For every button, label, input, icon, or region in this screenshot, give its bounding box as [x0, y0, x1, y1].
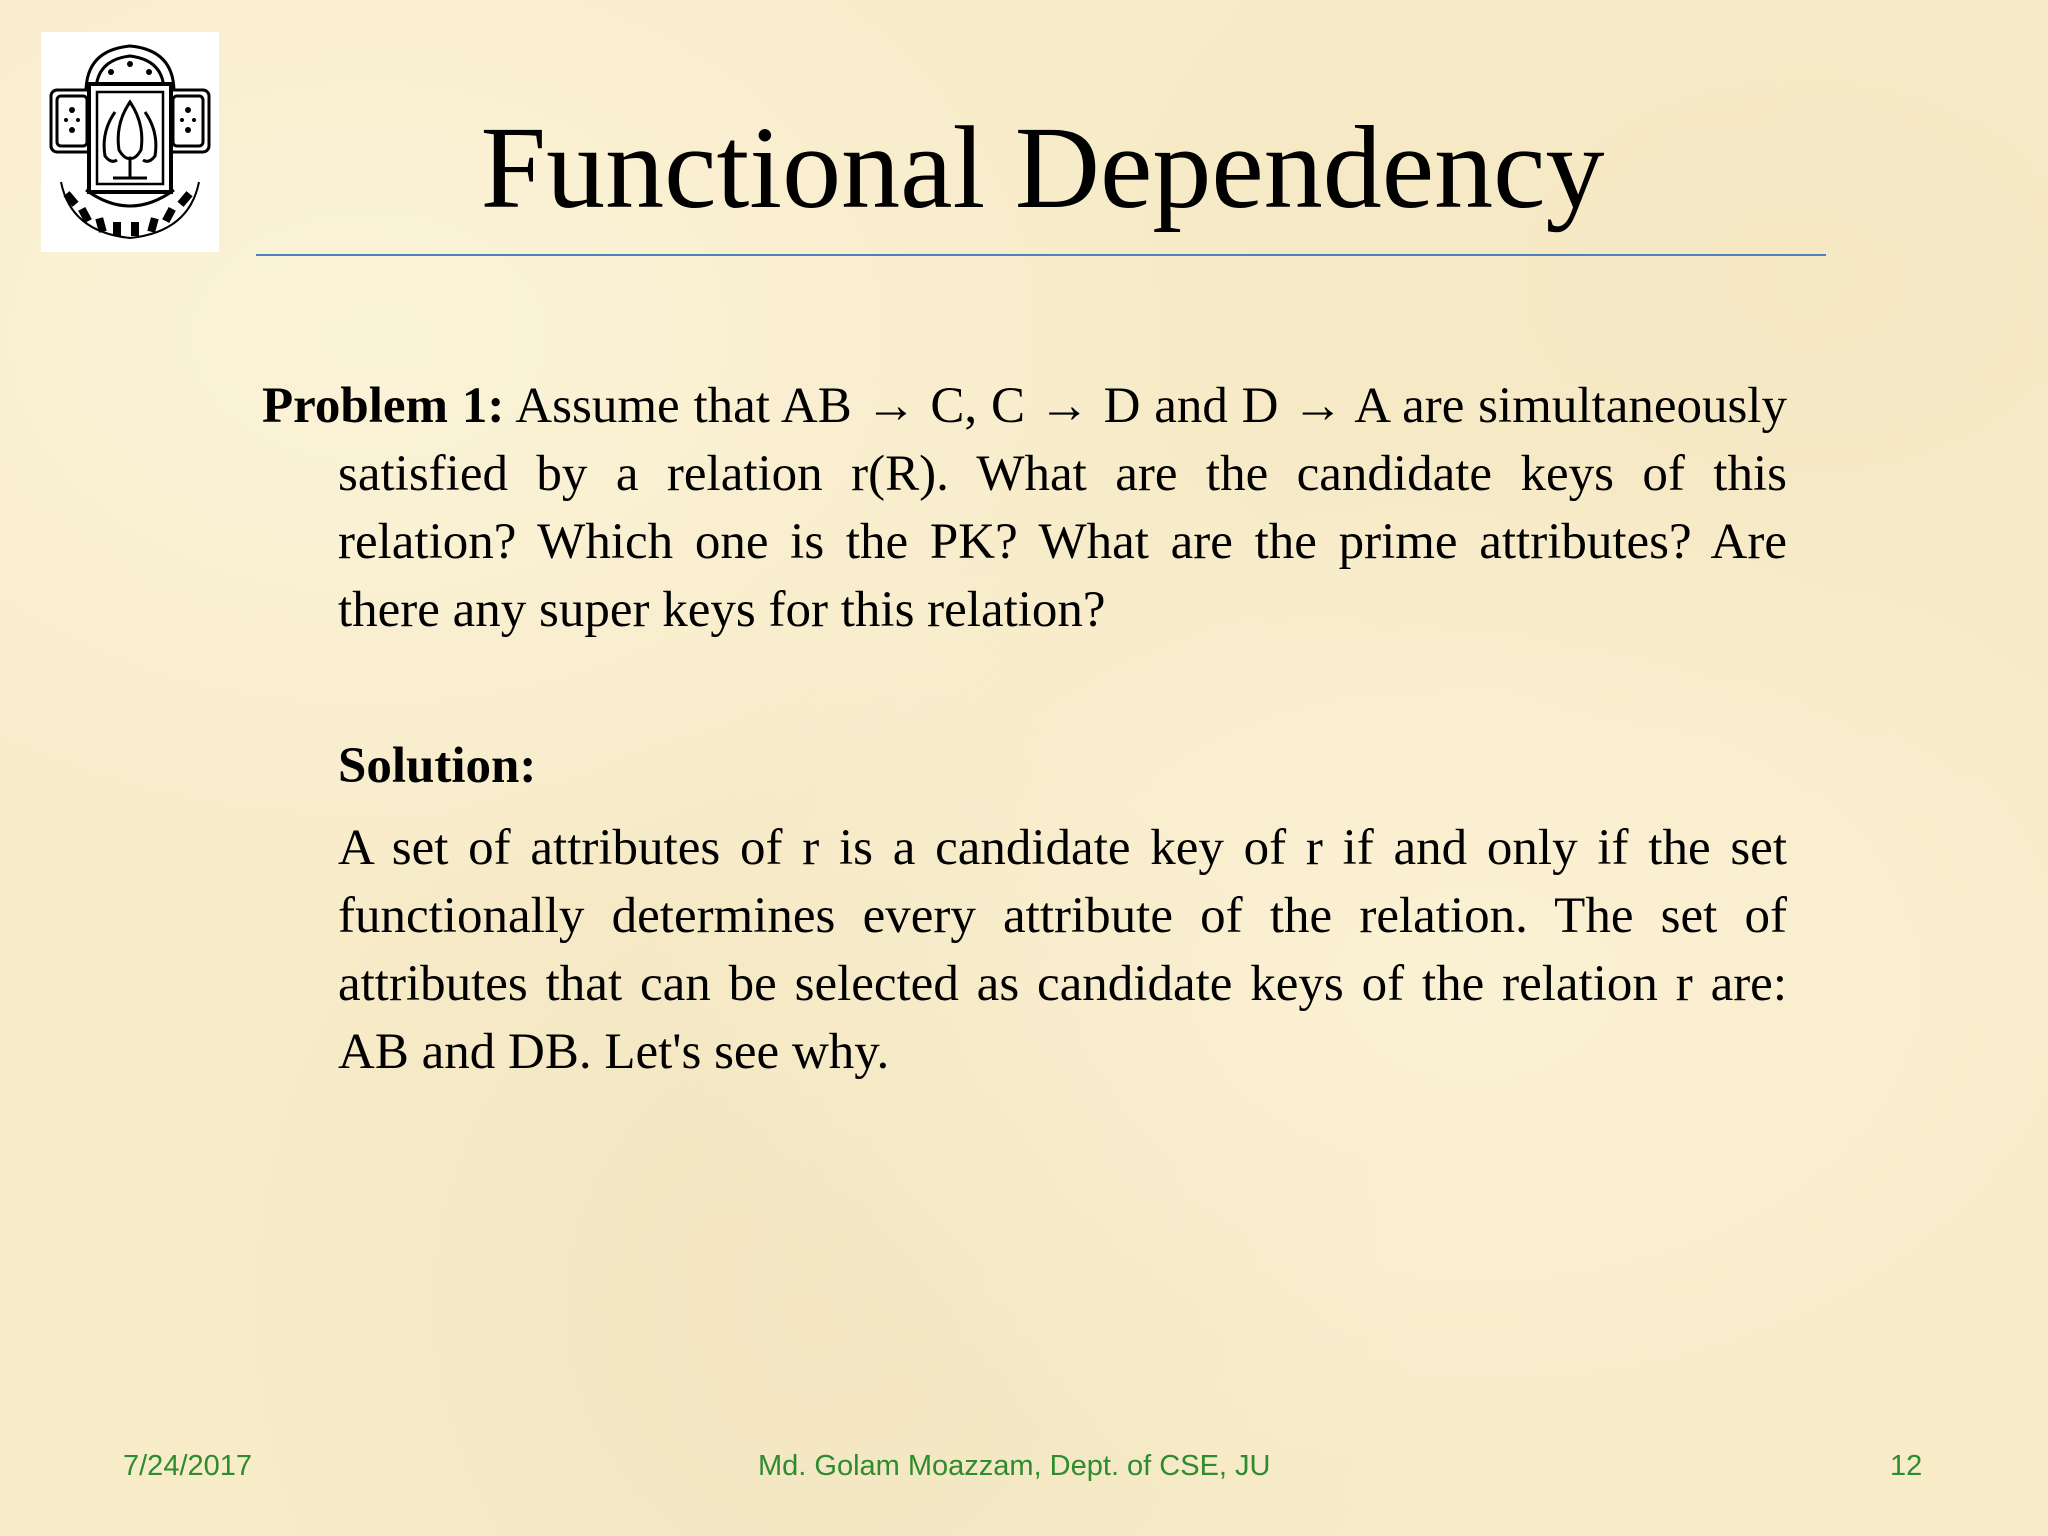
footer-page-number: 12 [1890, 1450, 1923, 1482]
slide-title: Functional Dependency [480, 102, 1605, 233]
footer-author: Md. Golam Moazzam, Dept. of CSE, JU [758, 1450, 1271, 1482]
solution-heading: Solution: [338, 738, 537, 794]
problem-paragraph [262, 372, 1787, 644]
slide-body [262, 372, 1787, 1086]
title-divider [256, 254, 1826, 256]
ju-crest-icon [41, 32, 219, 252]
problem-text: Assume that AB → C, C → D and D → A are simultaneously satisfied by a relation r(R). What are the candidate keys of this relation? Which one is the PK? What are the prime attributes? Are there any super keys for this relation? [338, 378, 1787, 638]
problem-label: Problem 1: [262, 378, 505, 434]
footer-date: 7/24/2017 [123, 1450, 253, 1482]
university-logo [41, 32, 219, 252]
solution-paragraph: A set of attributes of r is a candidate key of r if and only if the set functionally determines every attribute of the relation. The set of attributes that can be selected as candidate keys of the relation r are: AB and DB. Let's see why. [338, 820, 1787, 1080]
